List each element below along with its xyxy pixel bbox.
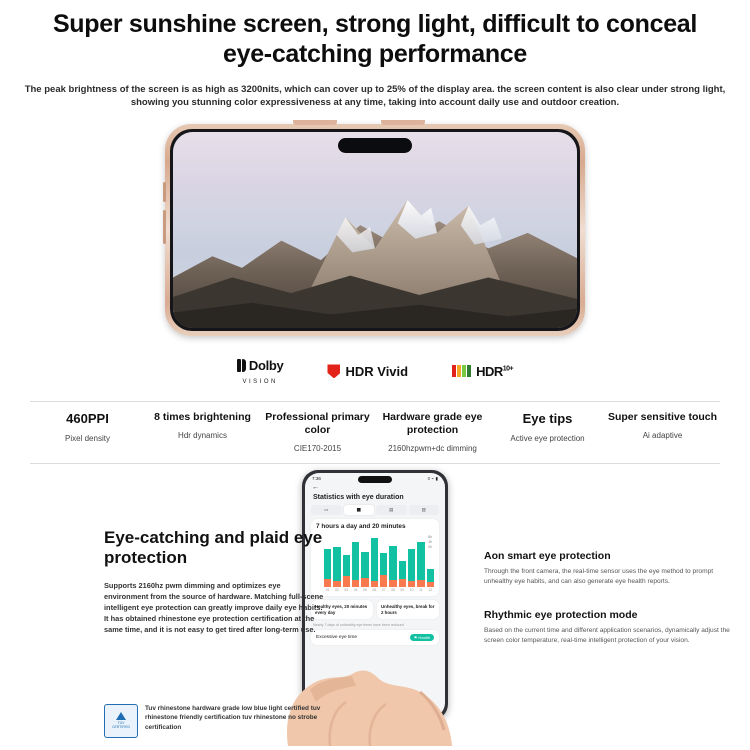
rhythmic-body: Based on the current time and different application scenarios, dynamically adjust the screen color temperature, real-time intelligent protection of your vision. xyxy=(484,627,730,645)
status-badge: ⚑ Health xyxy=(410,634,434,641)
app-title: Statistics with eye duration xyxy=(313,493,404,501)
eye-duration-chart-card xyxy=(311,519,439,596)
mountain-photo xyxy=(173,132,577,328)
aon-heading: Aon smart eye protection xyxy=(484,549,611,562)
chart-x-labels: 01 02 03 04 05 06 07 08 09 10 11 12 xyxy=(325,587,433,592)
chart-bar xyxy=(417,542,424,587)
chart-bar xyxy=(399,561,406,587)
color-bars-icon xyxy=(452,365,471,377)
range-segmented-control[interactable] xyxy=(311,505,439,515)
left-text-block: Eye-catching and plaid eye protection Supports 2160hz pwm dimming and optimizes eye environment from the source of hardware. Matching full-scene intelligent eye protection can greatly improve daily eye habits. It has obtained rhinestone eye protection certification at the same time, and it is not easy to get tired after long-term use. xyxy=(104,527,324,635)
antenna-line-icon xyxy=(293,120,337,125)
dolby-double-d-icon xyxy=(237,359,246,372)
row-label: Excessive eye time xyxy=(316,635,358,641)
status-icons: ≡ ⌁ ▮ xyxy=(427,475,438,481)
segment-year[interactable]: ▥ xyxy=(409,505,440,515)
tuv-badge-icon: TÜV CERTIFIED xyxy=(104,704,138,738)
page-subcopy: The peak brightness of the screen is as high as 3200nits, which can cover up to 25% of the display area. the screen content is also clear under strong light, showing you stunning color expressiveness at any time, taking into account daily use and outdoor creation. xyxy=(24,84,726,109)
page-title: Super sunshine screen, strong light, difficult to conceal eye-catching performance xyxy=(52,10,698,68)
chart-bar xyxy=(389,546,396,587)
chart-footnote: Nearly 7 days of unhealthy eye times have been reduced xyxy=(313,623,404,628)
phone-frame xyxy=(165,124,585,336)
spec-strip xyxy=(30,401,720,464)
certification-logos xyxy=(0,358,750,385)
chart-bar xyxy=(352,542,359,587)
phone-screen xyxy=(173,132,577,328)
shield-icon xyxy=(327,364,340,378)
chart-bar xyxy=(324,549,331,586)
chart-bar xyxy=(343,555,350,587)
spec-item-ppi: 460PPI Pixel density xyxy=(65,410,110,443)
unhealthy-eye-card[interactable]: Unhealthy eyes, break for 2 hours xyxy=(377,600,439,620)
tuv-text: Tuv rhinestone hardware grade low blue light certified tuv rhinestone friendly certification tuv rhinestone no strobe certification xyxy=(145,704,321,731)
power-button xyxy=(163,210,166,244)
eye-protection-section xyxy=(0,470,750,750)
volume-button xyxy=(163,182,166,202)
dolby-vision-logo: Dolby VISION xyxy=(237,358,284,385)
aon-body: Through the front camera, the real-time sensor uses the eye method to prompt unhealthy eye habits, and can also generate eye health reports. xyxy=(484,567,714,585)
chart-bar xyxy=(408,549,415,586)
segment-month[interactable]: ▤ xyxy=(376,505,407,515)
chart-bar xyxy=(380,553,387,587)
chart-y-labels: 8h 4h 0h xyxy=(428,534,432,549)
camera-notch-icon xyxy=(358,476,392,483)
spec-item-eye-protection: Hardware grade eye protection 2160hzpwm+dc dimming xyxy=(382,410,483,453)
hdr-vivid-logo: HDR Vivid xyxy=(327,364,408,379)
spec-item-brightening: 8 times brightening Hdr dynamics xyxy=(154,410,251,440)
chart-bar xyxy=(361,552,368,587)
rhythmic-heading: Rhythmic eye protection mode xyxy=(484,609,638,621)
segment-day[interactable]: ▭ xyxy=(311,505,342,515)
chart-bar xyxy=(333,547,340,586)
spec-item-touch: Super sensitive touch Ai adaptive xyxy=(607,410,718,440)
back-button[interactable]: ← xyxy=(312,483,319,491)
status-time: 7:36 xyxy=(312,476,321,482)
segment-week[interactable]: ▦ xyxy=(344,505,375,515)
hero-phone-image xyxy=(165,124,585,336)
chart-bar xyxy=(371,538,378,586)
tuv-certification xyxy=(104,704,334,738)
healthy-eye-card[interactable]: Healthy eyes, 20 minutes every day xyxy=(311,600,373,620)
bar-chart xyxy=(316,533,434,587)
phone-bezel xyxy=(170,129,580,331)
camera-notch-icon xyxy=(338,138,412,153)
spec-item-eye-tips: Eye tips Active eye protection xyxy=(510,410,585,443)
antenna-line-icon xyxy=(381,120,425,125)
right-text-block xyxy=(484,550,732,647)
spec-item-primary-color: Professional primary color CIE170-2015 xyxy=(265,410,370,453)
chart-heading: 7 hours a day and 20 minutes xyxy=(316,522,406,530)
hdr10-plus-logo: $HDR^{10+}$ xyxy=(452,364,513,379)
chart-bar xyxy=(427,569,434,587)
eye-habit-cards xyxy=(311,600,439,620)
